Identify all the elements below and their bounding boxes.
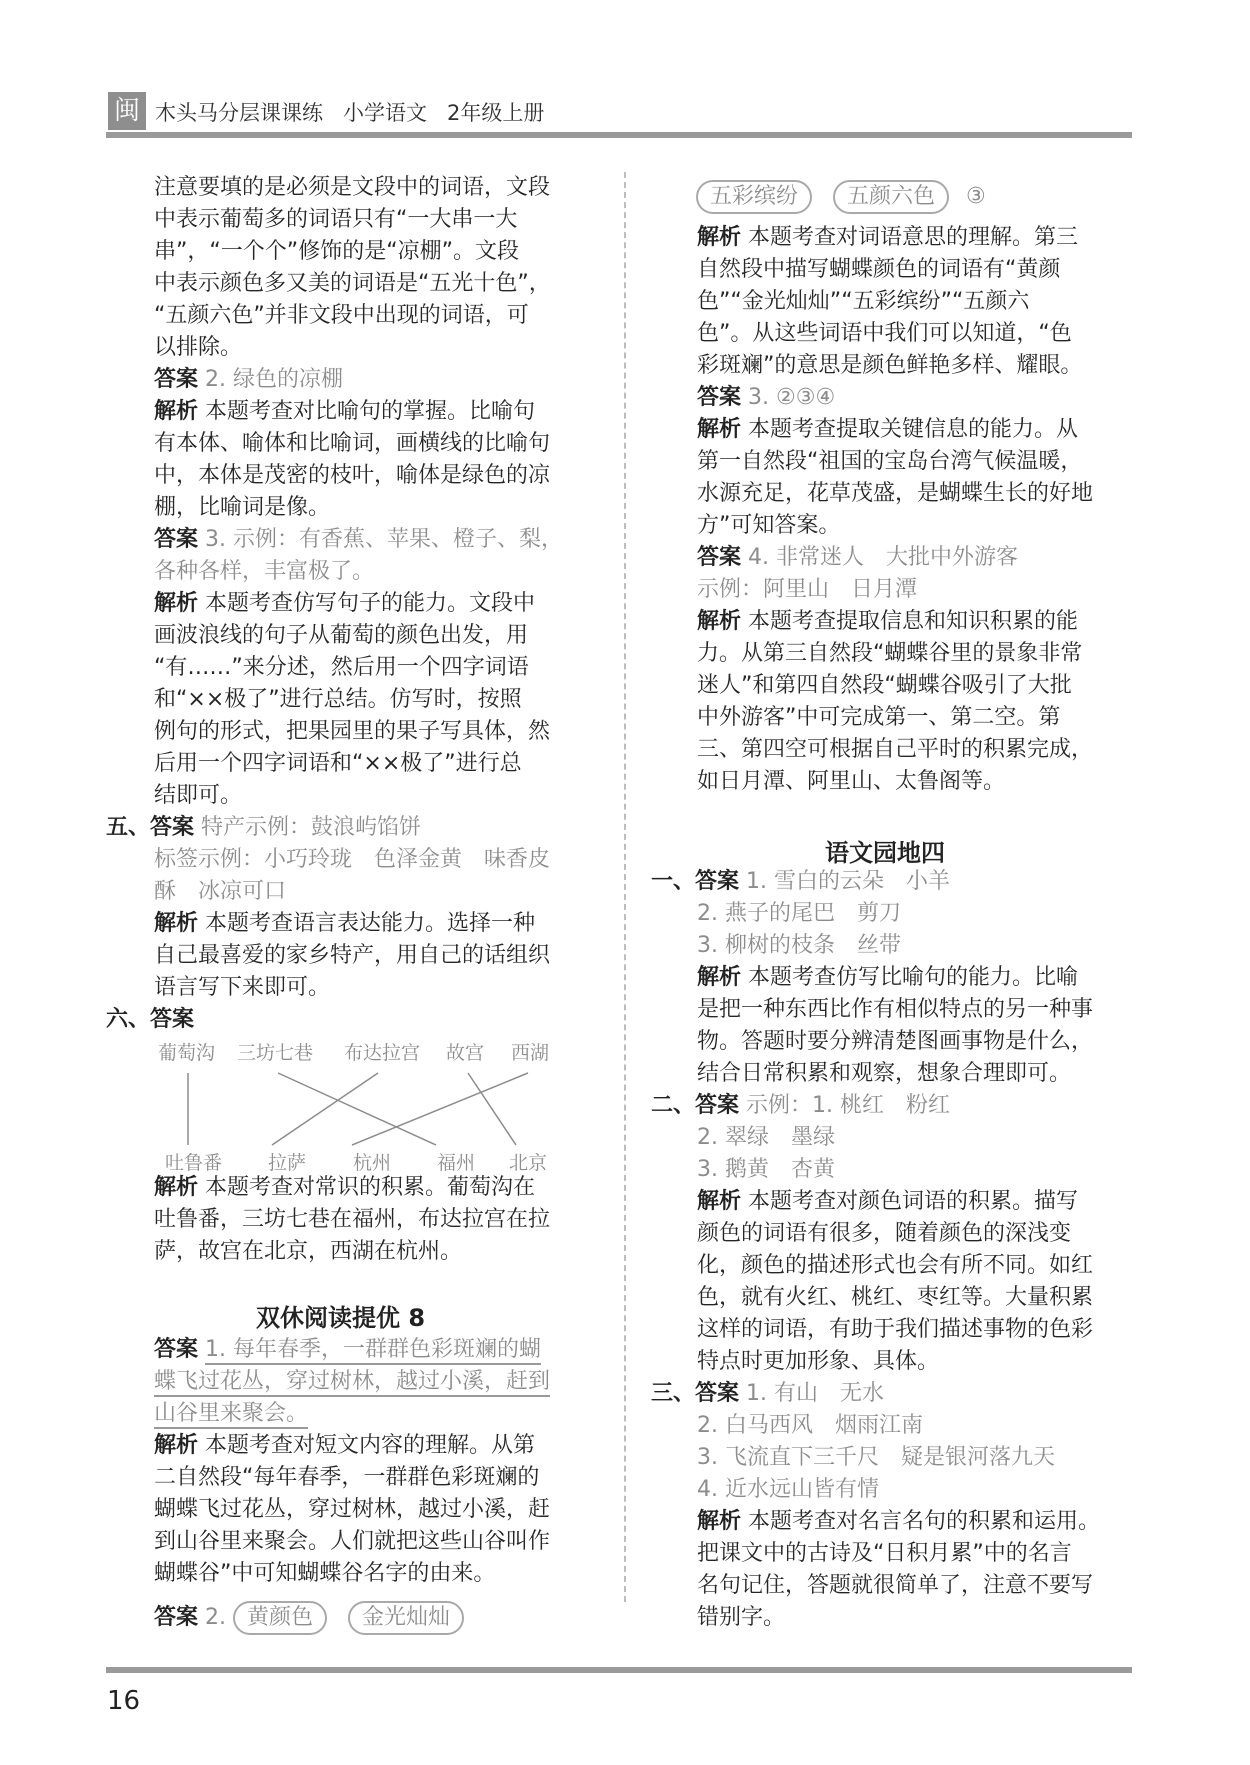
place-top: 三坊七巷 [237,1042,314,1064]
analysis-text: 本题考查对名言名句的积累和运用。 [748,1509,1101,1534]
answer-text: 酥 冰凉可口 [154,879,287,904]
answer-text: 示例：1. 桃红 粉红 [746,1093,951,1118]
answer-text: 2. 翠绿 墨绿 [697,1125,835,1150]
answer-label: 答案 [154,527,199,552]
section-number: 六、 [106,1007,151,1032]
answer-label: 答案 [695,1093,740,1118]
analysis-row [154,397,535,427]
answer-text [154,1367,550,1397]
answer-row [696,180,986,214]
answer-label: 答案 [154,1337,199,1362]
text-line: 化，颜色的描述形式也会有所不同。如红 [697,1253,1094,1278]
analysis-row [697,1507,1100,1537]
text-line: “有……”来分述，然后用一个四字词语 [154,655,529,680]
place-top: 布达拉宫 [344,1042,421,1064]
text-line: 例句的形式，把果园里的果子写具体，然 [154,719,551,744]
analysis-text: 本题考查语言表达能力。选择一种 [205,911,536,936]
text-line: 自然段中描写蝴蝶颜色的词语有“黄颜 [697,257,1061,282]
analysis-row [697,607,1078,637]
answer-label: 答案 [154,367,199,392]
answer-text [154,1399,308,1429]
answer-label: 答案 [150,1007,195,1032]
answer-row [651,867,950,897]
text-line: 自己最喜爱的家乡特产，用自己的话组织 [154,943,551,968]
text-line: 色”。从这些词语中我们可以知道，“色 [697,321,1072,346]
text-line: 萨，故宫在北京，西湖在杭州。 [154,1239,463,1264]
analysis-row [697,1187,1078,1217]
analysis-row [154,589,535,619]
matching-lines [150,1045,570,1165]
text-line: 二自然段“每年春季，一群群色彩斑斓的 [154,1465,540,1490]
analysis-row [154,909,535,939]
analysis-text: 本题考查仿写句子的能力。文段中 [205,591,536,616]
text-line: 方”可知答案。 [697,513,841,538]
analysis-label: 解析 [697,965,742,990]
text-line: 色，就有火红、桃红、枣红等。大量积累 [697,1285,1094,1310]
text-line: 三、第四空可根据自己平时的积累完成， [697,737,1094,762]
text-line: 结合日常积累和观察，想象合理即可。 [697,1061,1072,1086]
answer-text: 4. 非常迷人 大批中外游客 [748,545,1018,570]
answer-row [651,1379,884,1409]
answer-row [106,813,421,843]
circled-word: 黄颜色 [233,1601,327,1635]
text-line: 中，本体是茂密的枝叶，喻体是绿色的凉 [154,463,551,488]
text-line: 特点时更加形象、具体。 [697,1349,940,1374]
answer-row [106,1005,194,1035]
text-line: 串”，“一个个”修饰的是“凉棚”。文段 [154,239,519,264]
answer-row [651,1091,950,1121]
answer-text: 3. 飞流直下三千尺 疑是银河落九天 [697,1445,1055,1470]
analysis-text: 本题考查提取关键信息的能力。从 [748,417,1079,442]
answer-text: 3. 鹅黄 杏黄 [697,1157,835,1182]
analysis-text: 本题考查对颜色词语的积累。描写 [748,1189,1079,1214]
text-line: 把课文中的古诗及“日积月累”中的名言 [697,1541,1072,1566]
place-bottom: 杭州 [353,1152,392,1174]
text-line: 这样的词语，有助于我们描述事物的色彩 [697,1317,1094,1342]
section-title: 双休阅读提优 8 [256,1304,426,1332]
analysis-text: 本题考查对常识的积累。葡萄沟在 [205,1175,536,1200]
analysis-text: 本题考查对比喻句的掌握。比喻句 [205,399,536,424]
underlined-text: 蝶飞过花丛，穿过树林，越过小溪，赶到 [154,1369,550,1397]
answer-text: 标签示例：小巧玲珑 色泽金黄 味香皮 [154,847,551,872]
answer-text: 2. 燕子的尾巴 剪刀 [697,901,901,926]
text-line: 迷人”和第四自然段“蝴蝶谷吸引了大批 [697,673,1072,698]
place-top: 故宫 [446,1042,485,1064]
circled-word: 五颜六色 [833,180,949,214]
text-line: 和“××极了”进行总结。仿写时，按照 [154,687,522,712]
answer-number: ③ [966,184,986,209]
analysis-row [154,1431,535,1461]
place-top: 葡萄沟 [158,1042,216,1064]
text-line: 物。答题时要分辨清楚图画事物是什么， [697,1029,1094,1054]
text-line: 错别字。 [697,1605,786,1630]
answer-label: 答案 [154,1605,199,1630]
place-bottom: 吐鲁番 [165,1152,223,1174]
answer-text: 1. 雪白的云朵 小羊 [746,869,951,894]
circled-word: 金光灿灿 [348,1601,464,1635]
answer-row [697,543,1018,573]
text-line: 棚，比喻词是像。 [154,495,331,520]
publisher-logo: 闽 [108,92,146,130]
answer-text: 3. ②③④ [748,385,836,410]
text-line: 色”“金光灿灿”“五彩缤纷”“五颜六 [697,289,1030,314]
text-line: 如日月潭、阿里山、太鲁阁等。 [697,769,1006,794]
underlined-text: 山谷里来聚会。 [154,1401,308,1429]
text-line: 第一自然段“祖国的宝岛台湾气候温暖， [697,449,1083,474]
text-line: 蝴蝶飞过花丛，穿过树林，越过小溪，赶 [154,1497,551,1522]
analysis-text: 本题考查仿写比喻句的能力。比喻 [748,965,1079,990]
text-line: 彩斑斓”的意思是颜色鲜艳多样、耀眼。 [697,353,1083,378]
answer-label: 答案 [697,385,742,410]
text-line: 名句记住，答题就很简单了，注意不要写 [697,1573,1094,1598]
analysis-text: 本题考查对短文内容的理解。从第 [205,1433,536,1458]
answer-label: 答案 [150,815,195,840]
analysis-row [154,1173,535,1203]
circled-word: 五彩缤纷 [696,180,812,214]
analysis-text: 本题考查对词语意思的理解。第三 [748,225,1079,250]
answer-label: 答案 [695,1381,740,1406]
analysis-label: 解析 [697,609,742,634]
analysis-label: 解析 [154,1175,199,1200]
answer-row [697,383,835,413]
text-line: 画波浪线的句子从葡萄的颜色出发，用 [154,623,529,648]
place-bottom: 北京 [509,1152,548,1174]
answer-label: 答案 [695,869,740,894]
answer-text: 2. 绿色的凉棚 [205,367,343,392]
text-line: “五颜六色”并非文段中出现的词语，可 [154,303,529,328]
answer-number: 2. [205,1605,227,1630]
text-line: 结即可。 [154,783,243,808]
analysis-label: 解析 [154,399,199,424]
answer-row [154,525,563,555]
answer-row [154,1601,464,1635]
answer-text: 4. 近水远山皆有情 [697,1477,879,1502]
text-line: 中表示葡萄多的词语只有“一大串一大 [154,207,518,232]
text-line: 到山谷里来聚会。人们就把这些山谷叫作 [154,1529,551,1554]
place-bottom: 拉萨 [268,1152,307,1174]
section-number: 三、 [651,1381,696,1406]
answer-text: 2. 白马西风 烟雨江南 [697,1413,923,1438]
text-line: 水源充足，花草茂盛，是蝴蝶生长的好地 [697,481,1094,506]
text-line: 后用一个四字词语和“××极了”进行总 [154,751,522,776]
analysis-text: 本题考查提取信息和知识积累的能 [748,609,1079,634]
answer-row [154,365,343,395]
text-line: 蝴蝶谷”中可知蝴蝶谷名字的由来。 [154,1561,496,1586]
text-line: 颜色的词语有很多，随着颜色的深浅变 [697,1221,1072,1246]
answer-label: 答案 [697,545,742,570]
text-line: 以排除。 [154,335,243,360]
text-line: 有本体、喻体和比喻词，画横线的比喻句 [154,431,551,456]
answer-text: 示例：阿里山 日月潭 [697,577,918,602]
answer-text: 各种各样，丰富极了。 [154,559,375,584]
text-line: 注意要填的是必须是文段中的词语，文段 [154,175,551,200]
text-line: 力。从第三自然段“蝴蝶谷里的景象非常 [697,641,1083,666]
text-line: 吐鲁番，三坊七巷在福州，布达拉宫在拉 [154,1207,551,1232]
analysis-label: 解析 [697,417,742,442]
section-number: 五、 [106,815,151,840]
text-line: 中外游客”中可完成第一、第二空。第 [697,705,1061,730]
header-rule [106,132,1132,138]
footer-rule [106,1667,1132,1673]
analysis-label: 解析 [697,1509,742,1534]
analysis-label: 解析 [154,1433,199,1458]
column-divider [624,172,626,1602]
analysis-row [697,415,1078,445]
analysis-label: 解析 [154,591,199,616]
answer-text: 特产示例：鼓浪屿馅饼 [201,815,422,840]
book-title: 木头马分层课课练 小学语文 2年级上册 [155,101,545,125]
answer-text: 3. 示例：有香蕉、苹果、橙子、梨， [205,527,564,552]
section-number: 一、 [651,869,696,894]
answer-text: 1. 每年春季，一群群色彩斑斓的蝴 [205,1337,541,1365]
section-number: 二、 [651,1093,696,1118]
page-number: 16 [107,1686,141,1716]
section-title: 语文园地四 [825,839,945,867]
analysis-label: 解析 [154,911,199,936]
place-bottom: 福州 [437,1152,476,1174]
analysis-row [697,223,1078,253]
answer-row [154,1335,541,1365]
analysis-label: 解析 [697,1189,742,1214]
place-top: 西湖 [511,1042,550,1064]
answer-text: 3. 柳树的枝条 丝带 [697,933,901,958]
text-line: 中表示颜色多又美的词语是“五光十色”， [154,271,551,296]
analysis-row [697,963,1078,993]
text-line: 是把一种东西比作有相似特点的另一种事 [697,997,1094,1022]
answer-text: 1. 有山 无水 [746,1381,885,1406]
text-line: 语言写下来即可。 [154,975,331,1000]
analysis-label: 解析 [697,225,742,250]
